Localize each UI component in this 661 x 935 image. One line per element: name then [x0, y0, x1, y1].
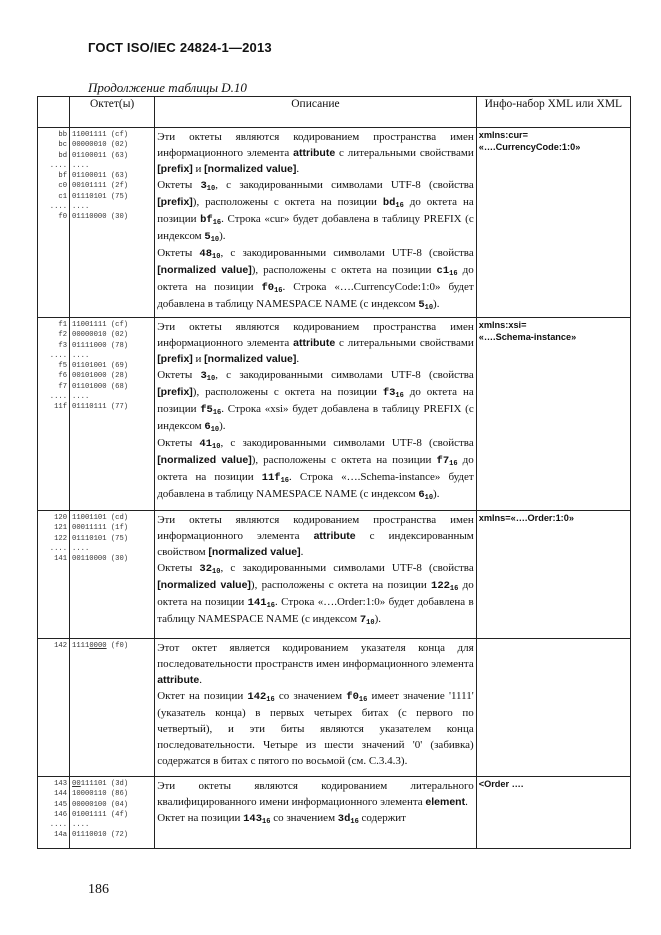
octet-positions: [38, 511, 70, 639]
document-header: ГОСТ ISO/IEC 24824-1—2013: [88, 40, 272, 55]
infoset-cell: xmlns=«….Order:1:0»: [476, 511, 630, 639]
octet-line: 146: [54, 810, 68, 819]
octet-line: 143: [54, 780, 68, 788]
octet-positions: [38, 777, 70, 849]
octet-line: 145: [54, 800, 68, 809]
octet-line: f7: [58, 382, 68, 391]
octet-line: bb: [58, 131, 68, 139]
table-row: [38, 639, 631, 777]
octet-line: c1: [58, 192, 68, 201]
octet-line: bd: [58, 151, 68, 160]
octet-bits: 00111101 (3d) 10000110 (86) 00000100 (04) 01001111 (4f) .... 01110010 (72): [70, 777, 155, 849]
octet-line: f0: [58, 213, 68, 221]
description-cell: Этот октет является кодированием указателя конца для последовательности пространств имен информационного элемента attribute. Октет на позиции $142_{16}$ со значением $f0_{16}$ имеет значение '1111' (указатель конца) в первых четырех битах (с первого по четвертый), и эти биты являются указателем конца последовательности. Четыре из шести значений '0' (забивка) содержатся в битах с пятого по восьмой (см. С.3.4.3).: [155, 639, 477, 777]
table-header-row: [38, 97, 631, 128]
octet-line: 01110000 (30): [72, 213, 129, 221]
octet-bits: [70, 511, 155, 639]
description-cell: Эти октеты являются кодированием пространства имен информационного элемента attribute с литеральными свойствами [prefix] и [normalized value]. Октеты $3_{10}$, с закодированными символами UTF-8 (свойства [prefix]), расположены с октета на позиции $f3_{16}$ до октета на позиции $f5_{16}$. Строка «xsi» будет добавлена в таблицу PREFIX (с индексом $6_{10}$). Октеты $41_{10}$, с закодированными символами UTF-8 (свойства [normalized value]), расположены с октета на позиции $f7_{16}$ до октета на позиции $11f_{16}$. Строка «….Schema-instance» будет добавлена в таблицу NAMESPACE NAME (с индексом $6_{10}$).: [155, 318, 477, 511]
infoset-cell: xmlns:cur= «….CurrencyCode:1:0»: [476, 128, 630, 318]
octet-line: ....: [72, 161, 90, 170]
octet-line: 120: [54, 514, 68, 522]
octet-line: f1: [58, 321, 68, 329]
octet-line: 00011111 (1f): [72, 524, 129, 533]
octet-line: 01110101 (75): [72, 192, 129, 201]
header-infoset: Инфо-набор XML или XML: [476, 97, 630, 128]
octet-bits: 11110000 (f0): [70, 639, 155, 777]
description-cell: Эти октеты являются кодированием литерального квалифицированного имени информационного элемента element. Октет на позиции $143_{16}$ со значением $3d_{16}$ содержит: [155, 777, 477, 849]
octet-line: 141: [54, 555, 68, 563]
description-cell: Эти октеты являются кодированием пространства имен информационного элемента attribute с индексированным свойством [normalized value]. Октеты $32_{10}$, с закодированными символами UTF-8 (свойства [normalized value]), расположены с октета на позиции $122_{16}$ до октета на позиции $141_{16}$. Строка «….Order:1:0» будет добавлена в таблицу NAMESPACE NAME (с индексом $7_{10}$).: [155, 511, 477, 639]
octet-line: 144: [54, 790, 68, 799]
octet-line: 01101000 (68): [72, 382, 129, 391]
infoset-cell: <Order ….: [476, 777, 630, 849]
octet-line: 11001101 (cd): [72, 514, 129, 522]
infoset-cell: xmlns:xsi= «….Schema-instance»: [476, 318, 630, 511]
octet-line: f2: [58, 331, 68, 340]
octet-line: ....: [72, 351, 90, 360]
octet-line: 01110101 (75): [72, 534, 129, 543]
octet-line: 11f: [54, 403, 68, 411]
octet-line: 01100011 (63): [72, 151, 129, 160]
octet-line: 00000010 (02): [72, 331, 129, 340]
octet-line: bc: [58, 141, 68, 150]
octet-line: 00110000 (30): [72, 555, 129, 563]
octet-table: [37, 96, 631, 849]
table-row: [38, 511, 631, 639]
octet-line: ....: [72, 202, 90, 211]
octet-line: f3: [58, 341, 68, 350]
header-octets: Октет(ы): [70, 97, 155, 128]
table-row: [38, 318, 631, 511]
octet-line: bf: [58, 172, 68, 180]
octet-line: 121: [54, 524, 68, 533]
octet-line: 01101001 (69): [72, 362, 129, 370]
table-row: [38, 777, 631, 849]
header-description: Описание: [155, 97, 477, 128]
octet-line: ....: [49, 202, 68, 211]
octet-line: 11001111 (cf): [72, 321, 129, 329]
octet-line: 142: [54, 642, 68, 650]
description-cell: Эти октеты являются кодированием пространства имен информационного элемента attribute с литеральными свойствами [prefix] и [normalized value]. Октеты $3_{10}$, с закодированными символами UTF-8 (свойства [prefix]), расположены с октета на позиции $bd_{16}$ до октета на позиции $bf_{16}$. Строка «cur» будет добавлена в таблицу PREFIX (с индексом $5_{10}$). Октеты $48_{10}$, с закодированными символами UTF-8 (свойства [normalized value]), расположены с октета на позиции $c1_{16}$ до октета на позиции $f0_{16}$. Строка «….CurrencyCode:1:0» будет добавлена в таблицу NAMESPACE NAME (с индексом $5_{10}$).: [155, 128, 477, 318]
page-number: 186: [88, 882, 109, 897]
infoset-cell: [476, 639, 630, 777]
octet-bits: [70, 128, 155, 318]
octet-line: 122: [54, 534, 68, 543]
octet-line: ....: [72, 544, 90, 553]
header-position: [38, 97, 70, 128]
octet-bits: [70, 318, 155, 511]
octet-line: 01111000 (78): [72, 341, 129, 350]
octet-line: ....: [49, 544, 68, 553]
table-continuation-caption: Продолжение таблицы D.10: [88, 80, 247, 95]
octet-line: c0: [58, 182, 68, 191]
octet-line: 01110111 (77): [72, 403, 129, 411]
octet-line: 00101111 (2f): [72, 182, 129, 191]
octet-line: 14a: [54, 831, 68, 840]
octet-line: 10000110 (86): [72, 790, 129, 799]
octet-line: ....: [49, 392, 68, 401]
octet-line: ....: [49, 351, 68, 360]
octet-line: ....: [72, 821, 90, 829]
octet-line: 01100011 (63): [72, 172, 129, 180]
octet-line: 00101000 (28): [72, 372, 129, 381]
octet-line: f5: [58, 362, 68, 370]
octet-line: f6: [58, 372, 68, 381]
octet-line: 01001111 (4f): [72, 810, 129, 819]
octet-positions: [38, 639, 70, 777]
octet-line: 11001111 (cf): [72, 131, 129, 139]
octet-positions: [38, 318, 70, 511]
octet-line: ....: [72, 392, 90, 401]
octet-line: ....: [49, 161, 68, 170]
octet-line: ....: [49, 821, 68, 829]
table-row: [38, 128, 631, 318]
octet-line: 00000100 (04): [72, 800, 129, 809]
octet-line: 00000010 (02): [72, 141, 129, 150]
octet-positions: [38, 128, 70, 318]
octet-line: 01110010 (72): [72, 831, 129, 840]
